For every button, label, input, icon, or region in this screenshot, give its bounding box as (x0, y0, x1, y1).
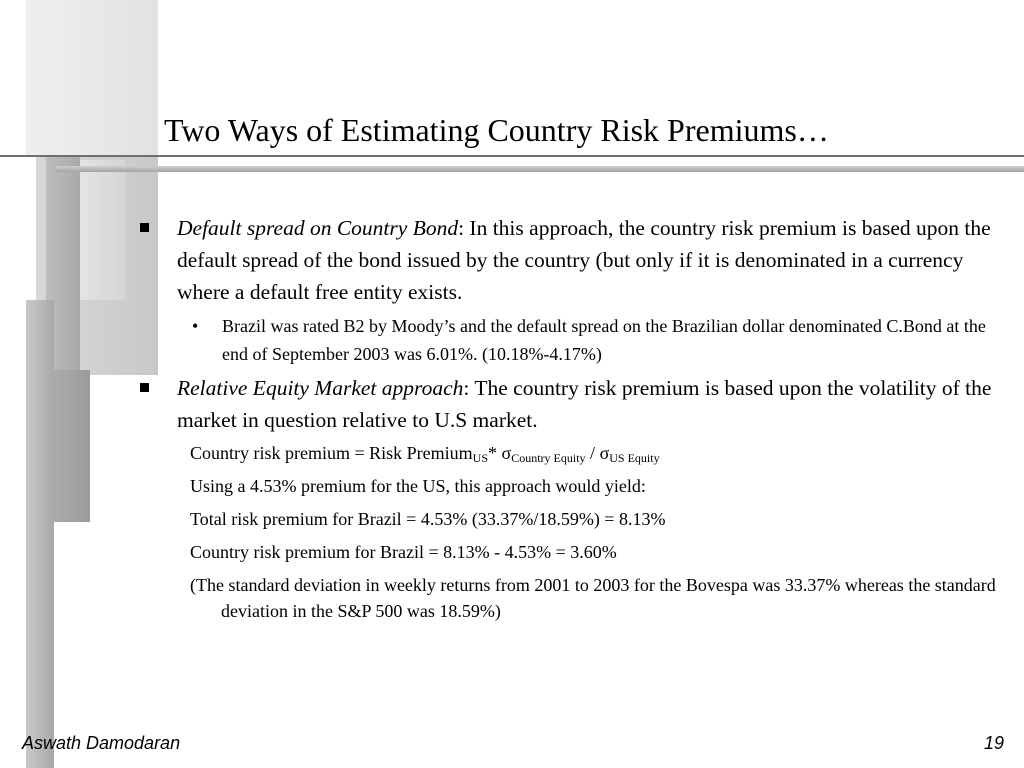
sub-bullet-text: Brazil was rated B2 by Moody’s and the default spread on the Brazilian dollar denominated C.Bond at the end of September 2003 was 6.01%. (10.18%-4.17%) (222, 316, 986, 364)
sub-bullet-brazil (140, 312, 1000, 368)
title-rule-shadow (56, 166, 1024, 172)
formula-line: Country risk premium = Risk Premium$_{US}$* $\sigma_{Country Equity} / \sigma_{US Equity}$ (190, 443, 660, 465)
page-number: 19 (983, 733, 1004, 753)
decorative-bar (50, 370, 90, 522)
bullet-default-spread (140, 212, 1000, 308)
round-bullet-icon: • (192, 316, 199, 336)
square-bullet-icon (140, 223, 149, 232)
decorative-bar (26, 0, 158, 155)
title-rule (0, 155, 1024, 157)
text-line: (The standard deviation in weekly returns from 2001 to 2003 for the Bovespa was 33.37% whereas the standard deviation in the S&P 500 was 18.59%) (190, 575, 996, 621)
slide-body (140, 212, 1000, 624)
bullet-relative-equity (140, 372, 1000, 436)
text-line: Using a 4.53% premium for the US, this approach would yield: (190, 476, 646, 496)
bullet-text: : The country risk premium is based upon the volatility of the market in question relative to U.S market. (177, 376, 992, 432)
footer-author: Aswath Damodaran (22, 733, 181, 753)
decorative-bar (26, 300, 54, 768)
square-bullet-icon (140, 383, 149, 392)
text-line: Country risk premium for Brazil = 8.13% - 4.53% = 3.60% (190, 542, 617, 562)
bullet-text: : In this approach, the country risk premium is based upon the default spread of the bond issued by the country (but only if it is denominated in a currency where a default free entity exists. (177, 216, 991, 304)
text-line: Total risk premium for Brazil = 4.53% (33.37%/18.59%) = 8.13% (190, 509, 666, 529)
slide-title: Two Ways of Estimating Country Risk Premiums… (164, 112, 829, 148)
bullet-term: Relative Equity Market approach (177, 376, 464, 400)
bullet-term: Default spread on Country Bond (177, 216, 459, 240)
